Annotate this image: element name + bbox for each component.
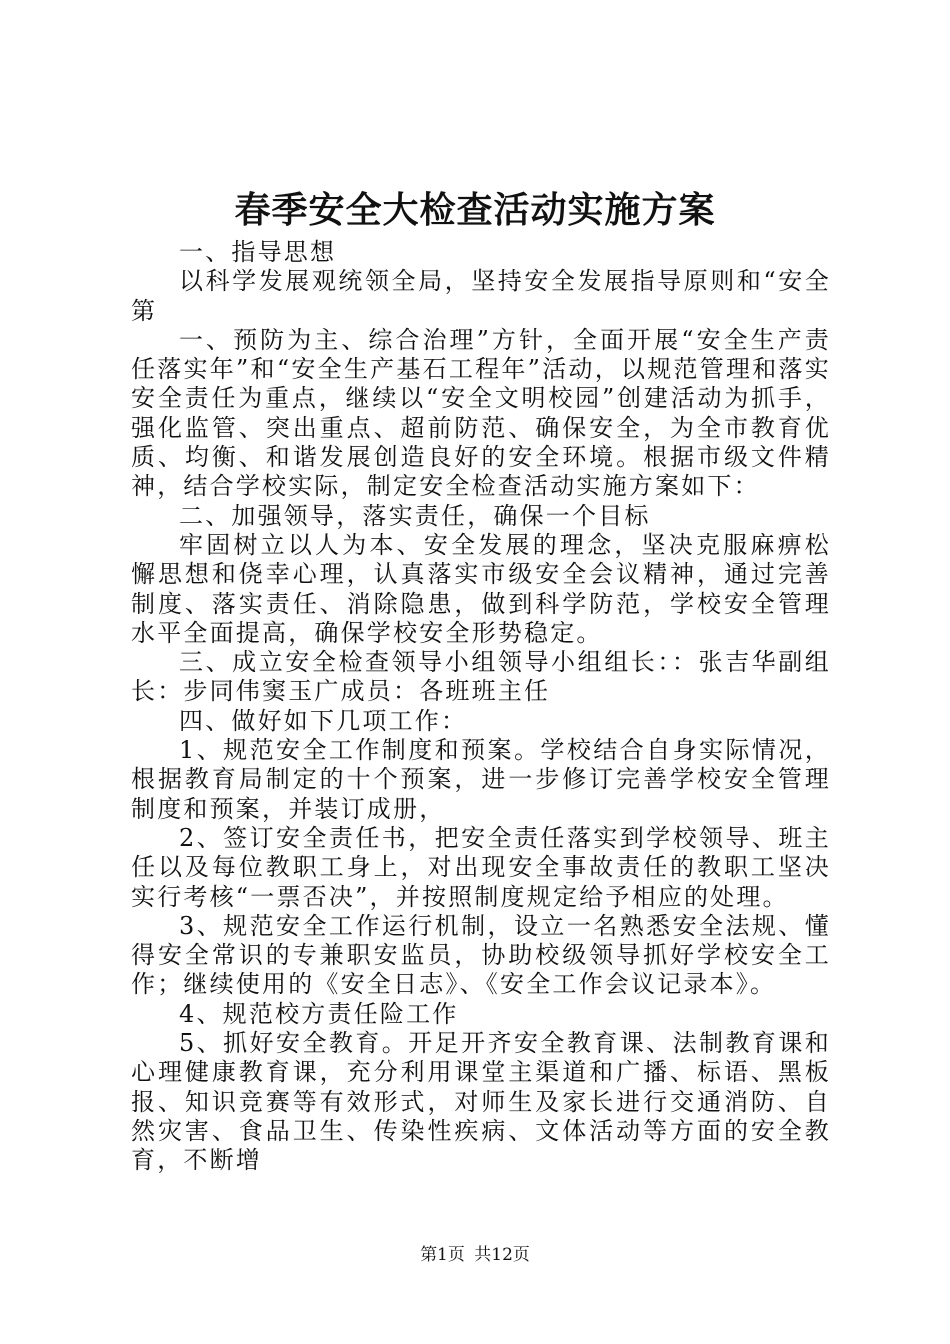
paragraph: 以科学发展观统领全局，坚持安全发展指导原则和“安全第 bbox=[131, 267, 831, 325]
document-body bbox=[131, 238, 831, 1176]
heading-tasks: 四、做好如下几项工作： bbox=[179, 706, 468, 735]
paragraph: 牢固树立以人为本、安全发展的理念，坚决克服麻痹松懈思想和侥幸心理，认真落实市级安全会议精神，通过完善制度、落实责任、消除隐患，做到科学防范，学校安全管理水平全面提高，确保学校安全形势稳定。 bbox=[131, 530, 831, 647]
page-total: 共12页 bbox=[474, 1245, 530, 1265]
list-item: 3、规范安全工作运行机制，设立一名熟悉安全法规、懂得安全常识的专兼职安监员，协助校级领导抓好学校安全工作；继续使用的《安全日志》、《安全工作会议记录本》。 bbox=[131, 911, 831, 999]
heading-guiding-thought: 一、指导思想 bbox=[179, 238, 337, 266]
list-item: 4、规范校方责任险工作 bbox=[179, 999, 459, 1028]
document-title: 春季安全大检查活动实施方案 bbox=[234, 189, 716, 231]
list-item: 1、规范安全工作制度和预案。学校结合自身实际情况，根据教育局制定的十个预案，进一步修订完善学校安全管理制度和预案，并装订成册， bbox=[131, 736, 831, 823]
heading-group: 三、成立安全检查领导小组领导小组组长：：张吉华副组长：步同伟窦玉广成员：各班班主任 bbox=[131, 648, 831, 706]
paragraph: 一、预防为主、综合治理”方针，全面开展“安全生产责任落实年”和“安全生产基石工程年”活动，以规范管理和落实安全责任为重点，继续以“安全文明校园”创建活动为抓手，强化监管、突出重点、超前防范、确保安全，为全市教育优质、均衡、和谐发展创造良好的安全环境。根据市级文件精神，结合学校实际，制定安全检查活动实施方案如下： bbox=[131, 325, 831, 501]
list-item: 5、抓好安全教育。开足开齐安全教育课、法制教育课和心理健康教育课，充分利用课堂主渠道和广播、标语、黑板报、知识竞赛等有效形式，对师生及家长进行交通消防、自然灾害、食品卫生、传染性疾病、文体活动等方面的安全教育，不断增 bbox=[131, 1029, 831, 1175]
list-item: 2、签订安全责任书，把安全责任落实到学校领导、班主任以及每位教职工身上，对出现安全事故责任的教职工坚决实行考核“一票否决”，并按照制度规定给予相应的处理。 bbox=[131, 823, 831, 911]
page-footer bbox=[0, 1244, 950, 1266]
page-number: 第1页 bbox=[420, 1245, 465, 1265]
heading-leadership: 二、加强领导，落实责任，确保一个目标 bbox=[179, 501, 651, 530]
